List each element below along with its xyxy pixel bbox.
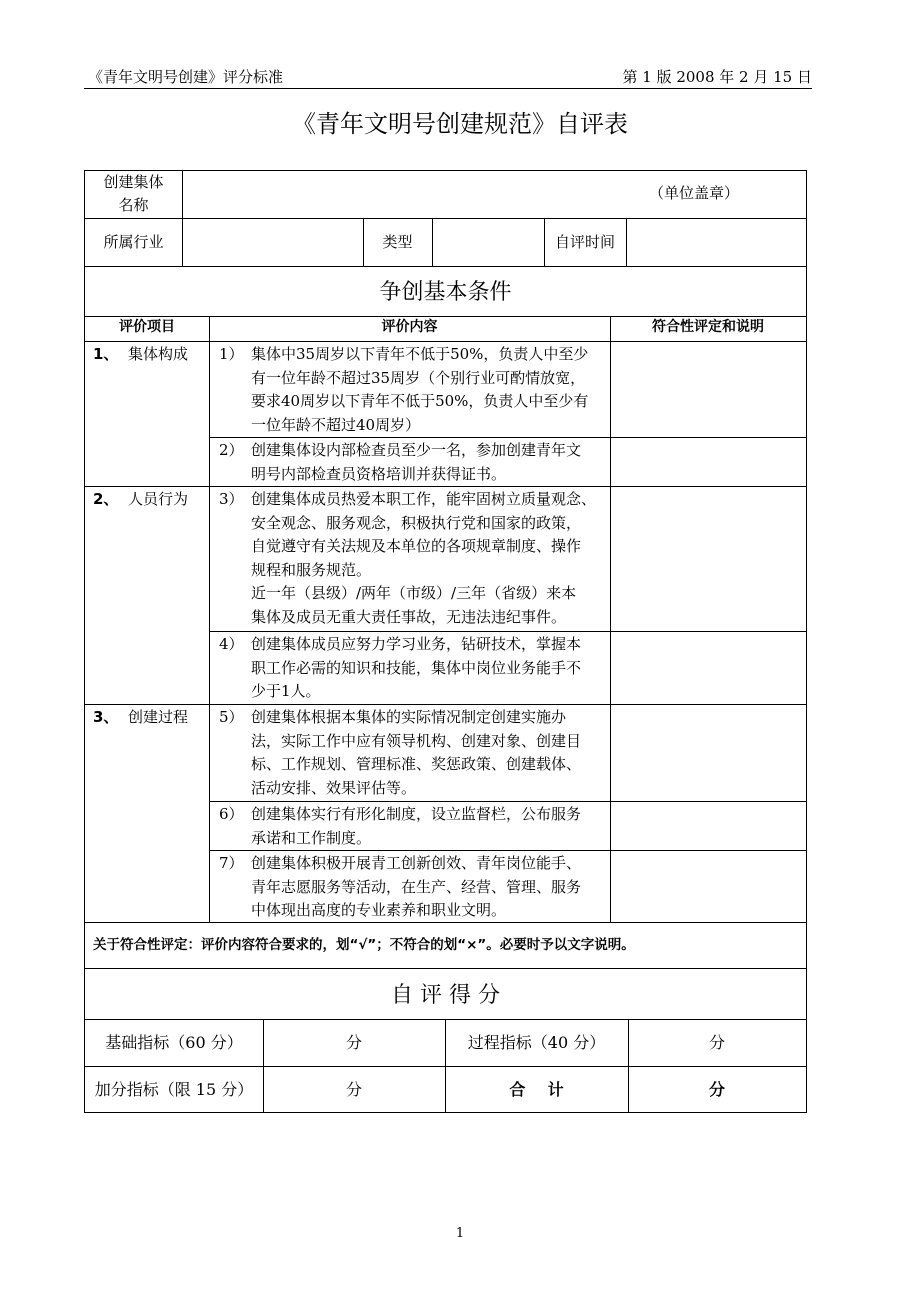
criterion-line: 法，实际工作中应有领导机构、创建对象、创建目 [251, 731, 582, 750]
bonus-score-label: 加分指标（限 15 分） [94, 1080, 254, 1099]
time-label: 自评时间 [554, 233, 615, 251]
criterion-num: 4） [219, 635, 244, 653]
type-label: 类型 [382, 233, 413, 251]
category-3: 3、 创建过程 [93, 708, 188, 726]
total-label: 合 计 [509, 1080, 564, 1099]
criterion-line: 安全观念、服务观念，积极执行党和国家的政策， [251, 513, 582, 532]
process-score-label: 过程指标（40 分） [467, 1033, 606, 1052]
score-title: 自 评 得 分 [391, 983, 500, 1008]
criterion-line: 规程和服务规范。 [251, 560, 372, 579]
criterion-line: 近一年（县级）/两年（市级）/三年（省级）来本 [251, 584, 577, 602]
criterion-line: 标、工作规划、管理标准、奖惩政策、创建载体、 [251, 755, 582, 773]
basic-score-unit: 分 [345, 1033, 362, 1052]
process-score-unit: 分 [708, 1033, 725, 1052]
criterion-num: 7） [219, 854, 244, 872]
criterion-line: 集体及成员无重大责任事故，无违法违纪事件。 [251, 607, 567, 626]
criterion-line: 明号内部检查员资格培训并获得证书。 [251, 464, 507, 483]
criterion-line: 青年志愿服务等活动，在生产、经营、管理、服务 [251, 877, 582, 896]
section-title: 争创基本条件 [379, 280, 512, 305]
col-header-conformity: 符合性评定和说明 [652, 319, 764, 335]
header-right: 第 1 版 2008 年 2 月 15 日 [622, 68, 812, 86]
seal-note: （单位盖章） [649, 184, 740, 202]
col-header-content: 评价内容 [381, 319, 438, 335]
basic-score-label: 基础指标（60 分） [105, 1033, 243, 1052]
industry-label: 所属行业 [103, 233, 164, 251]
header-left: 《青年文明号创建》评分标准 [88, 68, 284, 86]
criterion-line: 一位年龄不超过40周岁） [251, 415, 421, 434]
criterion-num: 6） [219, 805, 244, 823]
criterion-line: 创建集体实行有形化制度，设立监督栏，公布服务 [251, 805, 582, 823]
criterion-line: 中体现出高度的专业素养和职业文明。 [251, 901, 507, 919]
criterion-num: 3） [219, 490, 244, 508]
criterion-line: 创建集体成员热爱本职工作，能牢固树立质量观念、 [251, 490, 597, 508]
criterion-line: 少于1人。 [251, 682, 321, 700]
criterion-line: 要求40周岁以下青年不低于50%，负责人中至少有 [251, 392, 589, 410]
criterion-num: 2） [219, 441, 244, 459]
header-divider [84, 88, 812, 89]
total-unit: 分 [708, 1080, 725, 1099]
criterion-line: 集体中35周岁以下青年不低于50%，负责人中至少 [251, 345, 589, 363]
criterion-num: 5） [219, 708, 244, 726]
criterion-line: 有一位年龄不超过35周岁（个别行业可酌情放宽， [251, 368, 586, 387]
criterion-line: 创建集体设内部检查员至少一名，参加创建青年文 [251, 441, 582, 459]
criterion-line: 创建集体根据本集体的实际情况制定创建实施办 [251, 708, 567, 726]
criterion-line: 创建集体成员应努力学习业务，钻研技术，掌握本 [251, 635, 582, 653]
category-2: 2、 人员行为 [93, 490, 188, 508]
name-label-line2: 名称 [118, 196, 149, 214]
criterion-line: 承诺和工作制度。 [251, 828, 372, 847]
criterion-line: 活动安排、效果评估等。 [251, 778, 417, 797]
criterion-line: 职工作必需的知识和技能，集体中岗位业务能手不 [251, 658, 582, 677]
bonus-score-unit: 分 [345, 1080, 362, 1099]
criterion-line: 创建集体积极开展青工创新创效、青年岗位能手、 [251, 854, 582, 872]
criterion-line: 自觉遵守有关法规及本单位的各项规章制度、操作 [251, 537, 582, 555]
name-label-line1: 创建集体 [103, 173, 164, 191]
criterion-num: 1） [219, 345, 244, 363]
col-header-item: 评价项目 [119, 319, 175, 335]
category-1: 1、 集体构成 [93, 345, 188, 363]
evaluation-table [84, 170, 807, 1113]
page-title: 《青年文明号创建规范》自评表 [292, 110, 628, 138]
page-number: 1 [455, 1226, 465, 1241]
conformity-note: 关于符合性评定：评价内容符合要求的，划“√”；不符合的划“×”。必要时予以文字说明。 [93, 937, 635, 953]
